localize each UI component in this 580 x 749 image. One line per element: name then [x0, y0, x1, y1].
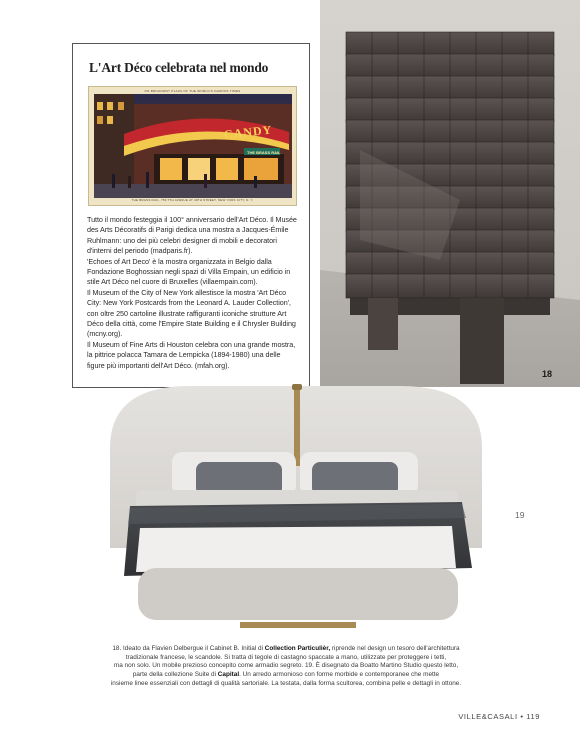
cabinet-photo: [320, 0, 580, 387]
postcard-top-caption: ON BROADWAY PLAZA OF THE WORLD'S FAMOUS TIMES: [144, 89, 241, 93]
bed-photo: [100, 378, 492, 640]
brass-detail: [294, 386, 300, 466]
postcard-bottom-caption: THE BRASS RAIL, 750 7TH AVENUE AT 49TH STREET, NEW YORK CITY, N. Y.: [131, 198, 254, 202]
postcard-illustration: [94, 94, 292, 198]
page-folio: VILLE&CASALI • 119: [458, 712, 540, 721]
figure-number-18: 18: [542, 369, 553, 379]
sidebar-body: [87, 215, 299, 371]
sidebar-title: L'Art Déco celebrata nel mondo: [89, 60, 269, 75]
caption-text: parte della collezione Suite di: [132, 671, 218, 679]
caption-brand: Collection Particulièr,: [264, 645, 331, 652]
caption-line: [60, 645, 512, 654]
sidebar-paragraph: Tutto il mondo festeggia il 100° anniversario dell'Art Déco. Il Musée des Arts Décoratifs di Parigi dedica una mostra a Jacques-Émile Ruhlmann: uno dei più celebri designer di mobili e decoratori d'interni del periodo (madparis.fr).: [87, 215, 297, 256]
postcard-sign-text: CANDY: [223, 122, 273, 142]
caption-brand: Capital: [217, 671, 240, 679]
sidebar-paragraph: Il Museum of Fine Arts di Houston celebra con una grande mostra, la pittrice polacca Tamara de Lempicka (1894-1980) una delle figure più importanti dell'Art Déco. (mfah.org).: [87, 339, 296, 370]
image-caption: [60, 645, 512, 689]
vintage-postcard-image: [88, 86, 297, 206]
art-deco-sidebar-box: [72, 43, 310, 388]
sidebar-paragraph: Il Museum of the City of New York allestisce la mostra 'Art Déco City: New York Postcards from the Leonard A. Lauder Collection', con oltre 250 cartoline illustrate raffiguranti iconiche strutture Art Déco della città, come l'Empire State Building e il Chrysler Building (mcny.org).: [87, 287, 296, 339]
caption-text: . Un arredo armonioso con forme morbide e contemporanee che mette: [239, 671, 440, 679]
caption-line: insieme linee essenziali con dettagli di qualità sartoriale. La testata, dalla forma scultorea, combina pelle e dettagli in ottone.: [110, 679, 462, 687]
caption-line: [60, 671, 512, 680]
caption-line: ma non solo. Un mobile prezioso concepito come armadio segreto. 19. È disegnato da Boatto Martino Studio questo letto,: [113, 662, 459, 670]
caption-line: tradizionale francese, le scandole. Si tratta di tegole di castagno spaccate a mano, utilizzate per proteggere i tetti,: [125, 653, 447, 661]
sidebar-paragraph: 'Echoes of Art Deco' è la mostra organizzata in Belgio dalla Fondazione Boghossian negli spazi di Villa Empain, un edificio in stile Art Déco nel cuore di Bruxelles (villaempain.com).: [87, 256, 291, 287]
caption-text: riprende nel design un tesoro dell'architettura: [330, 645, 460, 652]
caption-text: 18. Ideato da Flavien Delbergue il Cabinet B. Initial di: [112, 645, 265, 652]
postcard-sign-small: THE BRASS RAIL: [247, 150, 281, 155]
bed-base: [138, 568, 458, 620]
figure-number-19: 19: [515, 510, 525, 520]
